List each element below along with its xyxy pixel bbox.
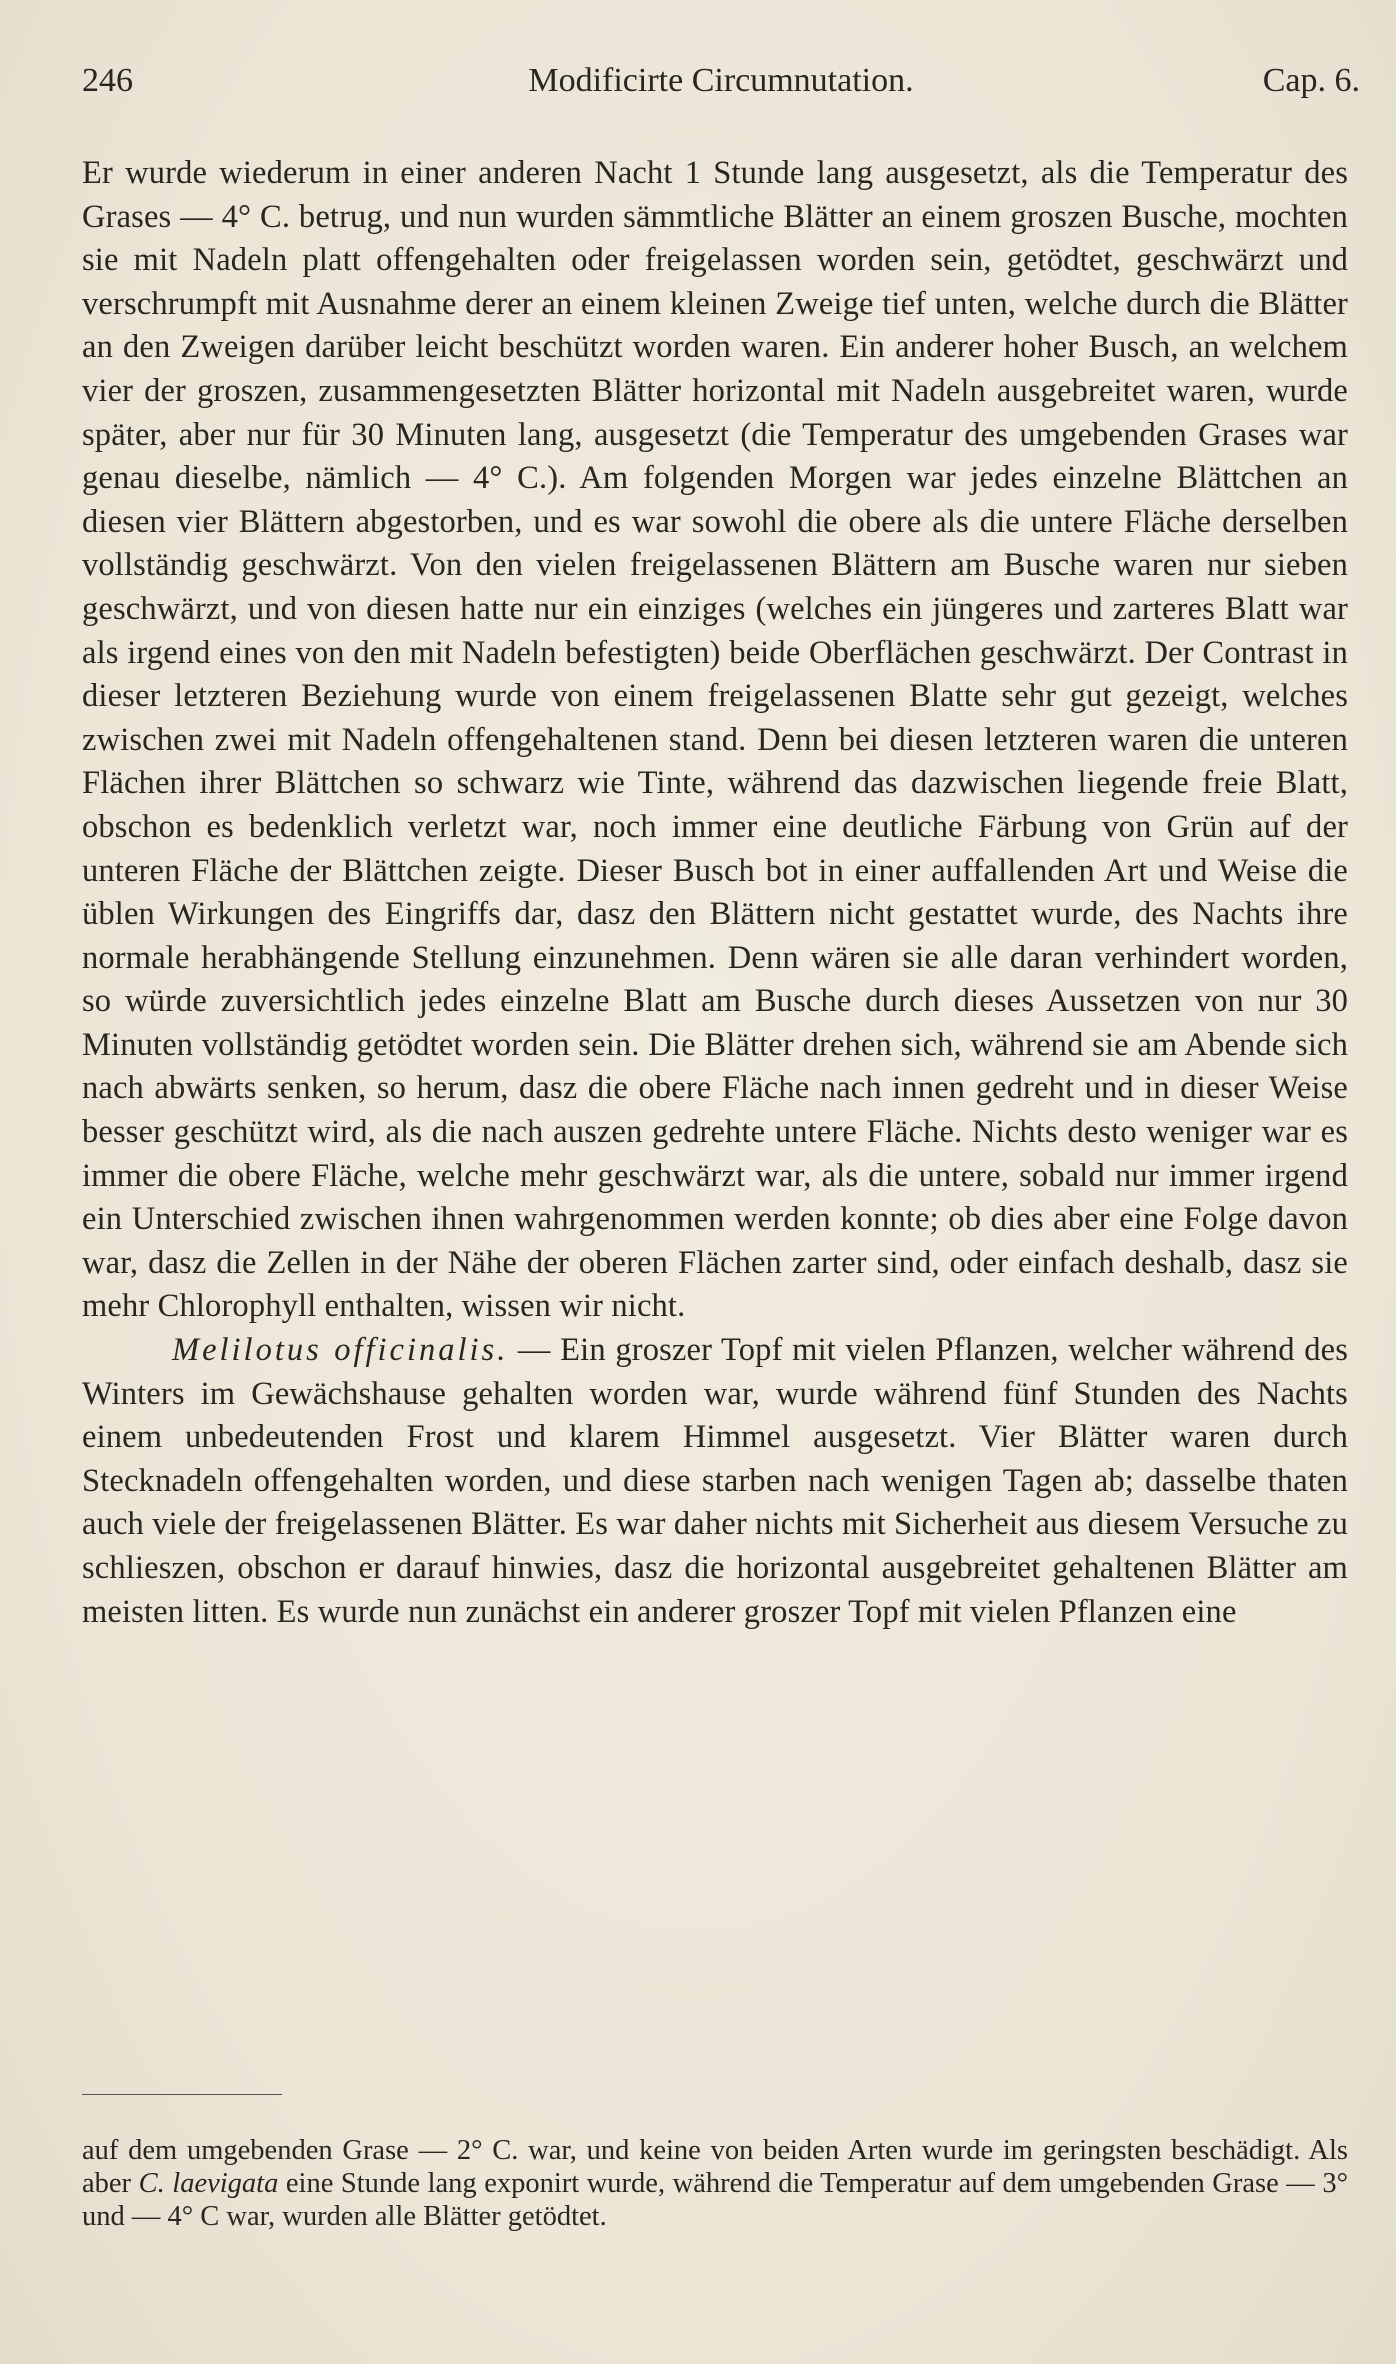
page-number: 246 <box>82 62 133 99</box>
paragraph-melilotus <box>82 1329 1348 1634</box>
running-title: Modificirte Circumnutation. <box>528 62 914 99</box>
paragraph-continued: Er wurde wiederum in einer anderen Nacht 1 Stunde lang ausgesetzt, als die Temperatur des Grases — 4° C. betrug, und nun wurden sämmtliche Blätter an einem groszen Busche, mochten sie mit Nadeln platt offengehalten oder freigelassen worden sein, getödtet, geschwärzt und verschrumpft mit Ausnahme derer an einem kleinen Zweige tief unten, welche durch die Blätter an den Zweigen darüber leicht beschützt worden waren. Ein anderer hoher Busch, an welchem vier der groszen, zusammengesetzten Blätter horizontal mit Nadeln ausgebreitet waren, wurde später, aber nur für 30 Minuten lang, ausgesetzt (die Temperatur des umgebenden Grases war genau dieselbe, nämlich — 4° C.). Am folgenden Morgen war jedes einzelne Blättchen an diesen vier Blättern abgestorben, und es war sowohl die obere als die untere Fläche derselben vollständig geschwärzt. Von den vielen freigelassenen Blättern am Busche waren nur sieben geschwärzt, und von diesen hatte nur ein einziges (welches ein jüngeres und zarteres Blatt war als irgend eines von den mit Nadeln befestigten) beide Oberflächen geschwärzt. Der Contrast in dieser letzteren Beziehung wurde von einem freigelassenen Blatte sehr gut gezeigt, welches zwischen zwei mit Nadeln offengehaltenen stand. Denn bei diesen letzteren waren die unteren Flächen ihrer Blättchen so schwarz wie Tinte, während das dazwischen liegende freie Blatt, obschon es bedenklich verletzt war, noch immer eine deutliche Färbung von Grün auf der unteren Fläche der Blättchen zeigte. Dieser Busch bot in einer auffallenden Art und Weise die üblen Wirkungen des Eingriffs dar, dasz den Blättern nicht gestattet wurde, des Nachts ihre normale herabhängende Stellung einzunehmen. Denn wären sie alle daran verhindert worden, so würde zuversichtlich jedes einzelne Blatt am Busche durch dieses Aussetzen von nur 30 Minuten vollständig getödtet worden sein. Die Blätter drehen sich, während sie am Abende sich nach abwärts senken, so herum, dasz die obere Fläche nach innen gedreht und in dieser Weise besser geschützt wird, als die nach auszen gedrehte untere Fläche. Nichts desto weniger war es immer die obere Fläche, welche mehr geschwärzt war, als die untere, sobald nur immer irgend ein Unterschied zwischen ihnen wahrgenommen werden konnte; ob dies aber eine Folge davon war, dasz die Zellen in der Nähe der oberen Flächen zarter sind, oder einfach deshalb, dasz sie mehr Chlorophyll enthalten, wissen wir nicht. <box>82 155 1348 1325</box>
footnote-species: C. laevigata <box>138 2168 279 2199</box>
footnote-text-start: auf dem umgebenden Grase — 2° C. war, und keine von beiden Arten wurde im geringsten beschädigt. Als aber <box>82 2135 1348 2199</box>
main-text <box>82 152 1348 1634</box>
species-name: Melilotus officinalis. <box>172 1332 509 1369</box>
page-header <box>82 62 1360 106</box>
footnote-divider <box>82 2094 282 2095</box>
footnote <box>82 2134 1348 2233</box>
chapter-label: Cap. 6. <box>1262 62 1360 99</box>
footnote-text-end: eine Stunde lang exponirt wurde, während die Temperatur auf dem umgebenden Grase — 3° und — 4° C war, wurden alle Blätter getödtet. <box>82 2168 1348 2232</box>
paragraph-melilotus-text: — Ein groszer Topf mit vielen Pflanzen, welcher während des Winters im Gewächshause gehalten worden war, wurde während fünf Stunden des Nachts einem unbedeutenden Frost und klarem Himmel ausgesetzt. Vier Blätter waren durch Stecknadeln offengehalten worden, und diese starben nach wenigen Tagen ab; dasselbe thaten auch viele der freigelassenen Blätter. Es war daher nichts mit Sicherheit aus diesem Versuche zu schlieszen, obschon er darauf hinwies, dasz die horizontal ausgebreitet gehaltenen Blätter am meisten litten. Es wurde nun zunächst ein anderer groszer Topf mit vielen Pflanzen eine <box>82 1332 1349 1630</box>
footnote-text <box>82 2134 1348 2233</box>
